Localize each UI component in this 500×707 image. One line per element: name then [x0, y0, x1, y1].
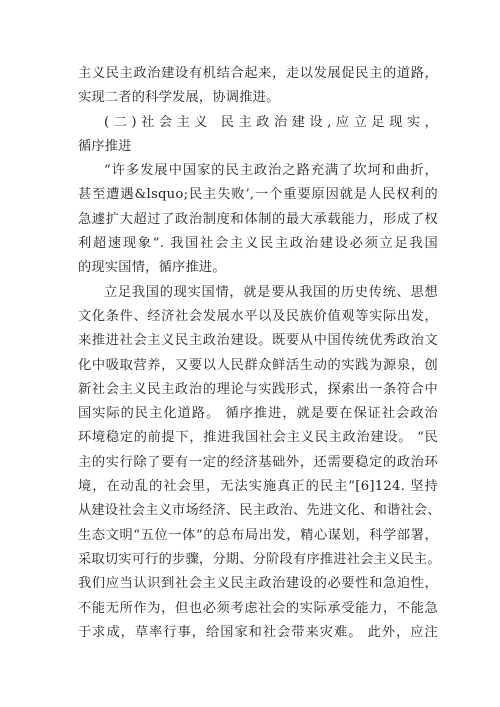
- text-line: 化中吸取营养，又要以人民群众鲜活生动的实践为源泉，创: [78, 357, 438, 373]
- text-line: 国实际的民主化道路。 循序推进，就是要在保证社会政治: [78, 406, 438, 422]
- document-body: [78, 62, 441, 645]
- text-line: 不能无所作为，但也必须考虑社会的实际承受能力，不能急: [78, 600, 438, 616]
- text-line: 循序推进: [78, 138, 132, 154]
- text-line: 于求成，草率行事，给国家和社会带来灾难。 此外，应注: [78, 624, 438, 640]
- text-line: 立足我国的现实国情，就是要从我国的历史传统、思想: [104, 284, 438, 300]
- text-line: 文化条件、经济社会发展水平以及民族价值观等实际出发，: [78, 308, 438, 324]
- text-line: 实现二者的科学发展，协调推进。: [78, 90, 280, 106]
- text-line: 的现实国情，循序推进。: [78, 260, 226, 276]
- text-line: 新社会主义民主政治的理论与实践形式，探索出一条符合中: [78, 381, 438, 397]
- text-line: (二)社会主义 民主政治建设,应立足现实，: [104, 114, 438, 130]
- text-line: 主义民主政治建设有机结合起来，走以发展促民主的道路，: [78, 66, 438, 81]
- text-line: 来推进社会主义民主政治建设。既要从中国传统优秀政治文: [78, 333, 438, 349]
- text-line: 生态文明“五位一体”的总布局出发，精心谋划，科学部署，: [78, 527, 438, 543]
- text-line: 急遽扩大超过了政治制度和体制的最大承载能力，形成了权: [78, 211, 438, 227]
- text-line: 主的实行除了要有一定的经济基础外，还需要稳定的政治环: [78, 454, 438, 470]
- text-line: 环境稳定的前提下，推进我国社会主义民主政治建设。 “民: [78, 430, 438, 446]
- text-line: 甚至遭遇&lsquo;民主失败’,一个重要原因就是人民权利的: [78, 187, 438, 203]
- text-line: “许多发展中国家的民主政治之路充满了坎坷和曲折，: [104, 163, 438, 179]
- text-line: 我们应当认识到社会主义民主政治建设的必要性和急迫性，: [78, 576, 438, 592]
- text-line: 采取切实可行的步骤，分期、分阶段有序推进社会主义民主。: [78, 551, 441, 567]
- text-line: 从建设社会主义市场经济、民主政治、先进文化、和谐社会、: [78, 503, 441, 519]
- text-line: 境，在动乱的社会里，无法实施真正的民主”[6]124. 坚持: [78, 479, 438, 495]
- text-line: 利超速现象”. 我国社会主义民主政治建设必须立足我国: [78, 236, 438, 252]
